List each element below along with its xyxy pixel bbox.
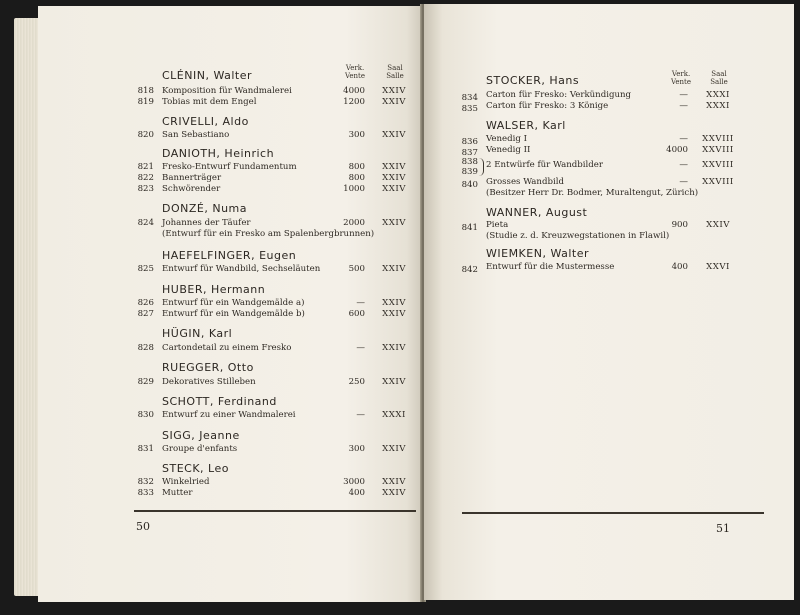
right-page: Verk. Vente Saal Salle STOCKER, Hans 834 Carton für Fresko: Verkündigung — XXXI 835 Carton für Fresko: 3 Könige — XXXI WALSER, Karl 836 Venedig I — XXVIII 837 Venedig II 4000 XXVIII 838 2 Entwürfe für Wandbilder — XXVIII 839 840 Grosses Wandbild — XXVIII (Besitzer Herr Dr. Bodmer, Muraltengut, Zürich) WANNER, August 841 Pieta 900 XXIV (Studie z. d. Kreuzwegstationen in Flawil) WIEMKEN, Walter 842 Entwurf für die Mustermesse 400 XXVI 51 bbox=[424, 4, 794, 600]
footer-rule bbox=[462, 512, 764, 514]
artist-heading: CLÉNIN, Walter bbox=[162, 69, 253, 82]
artist-heading: RUEGGER, Otto bbox=[162, 361, 254, 374]
footer-rule bbox=[134, 510, 416, 512]
artist-heading: WANNER, August bbox=[486, 206, 588, 219]
verk-header: Verk. Vente bbox=[344, 64, 366, 80]
artist-heading: HUBER, Hermann bbox=[162, 283, 266, 296]
page-number: 50 bbox=[136, 520, 150, 533]
artist-heading: WIEMKEN, Walter bbox=[486, 247, 590, 260]
artist-heading: STOCKER, Hans bbox=[486, 74, 580, 87]
page-number: 51 bbox=[716, 522, 730, 535]
saal-header: Saal Salle bbox=[386, 64, 404, 80]
artist-heading: DANIOTH, Heinrich bbox=[162, 147, 275, 160]
artist-heading: STECK, Leo bbox=[162, 462, 229, 475]
artist-heading: HÜGIN, Karl bbox=[162, 327, 233, 340]
artist-heading: HAEFELFINGER, Eugen bbox=[162, 249, 297, 262]
artist-heading: SCHOTT, Ferdinand bbox=[162, 395, 277, 408]
artist-heading: SIGG, Jeanne bbox=[162, 429, 240, 442]
artist-heading: CRIVELLI, Aldo bbox=[162, 115, 249, 128]
left-page: Verk. Vente Saal Salle CLÉNIN, Walter 818 Komposition für Wandmalerei 4000 XXIV 819 Tobias mit dem Engel 1200 XXIV CRIVELLI, Aldo 820 San Sebastiano 300 XXIV DANIOTH, Heinrich 821 Fresko-Entwurf Fundamentum 800 XXIV 822 Bannerträger 800 XXIV 823 Schwörender 1000 XXIV DONZÉ, Numa 824 Johannes der Täufer 2000 XXIV (Entwurf für ein Fresko am Spalenbergbrunnen) HAEFELFINGER, Eugen 825 Entwurf für Wandbild, Sechseläuten 500 XXIV HUBER, Hermann 826 Entwurf für ein Wandgemälde a) — XXIV 827 Entwurf für ein Wandgemälde b) 600 XXIV HÜGIN, Karl 828 Cartondetail zu einem Fresko — XXIV RUEGGER, Otto 829 Dekoratives Stilleben 250 XXIV SCHOTT, Ferdinand 830 Entwurf zu einer Wandmalerei — XXXI SIGG, Jeanne 831 Groupe d'enfants 300 XXIV STECK, Leo 832 Winkelried 3000 XXIV 833 Mutter 400 XXIV 50 bbox=[38, 6, 422, 602]
artist-heading: DONZÉ, Numa bbox=[162, 202, 247, 215]
saal-header: Saal Salle bbox=[710, 70, 728, 86]
artist-heading: WALSER, Karl bbox=[486, 119, 566, 132]
brace bbox=[479, 158, 484, 176]
verk-header: Verk. Vente bbox=[670, 70, 692, 86]
